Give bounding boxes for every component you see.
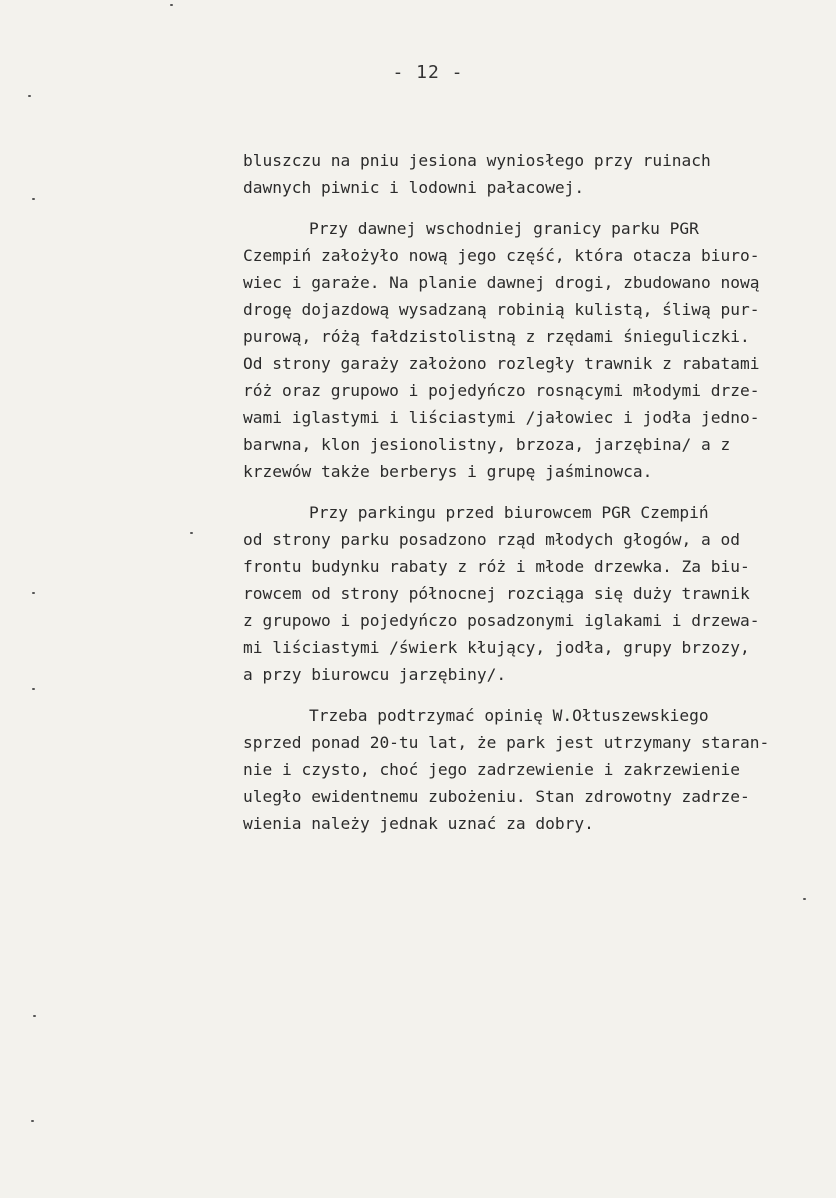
scan-speck: [190, 532, 193, 534]
text-line: uległo ewidentnemu zubożeniu. Stan zdrowotny zadrze-: [243, 787, 750, 806]
text-line: frontu budynku rabaty z róż i młode drzewka. Za biu-: [243, 557, 750, 576]
text-line: dawnych piwnic i lodowni pałacowej.: [243, 178, 585, 197]
scan-speck: [32, 198, 35, 200]
text-line: krzewów także berberys i grupę jaśminowca.: [243, 462, 653, 481]
text-line: drogę dojazdową wysadzaną robinią kulistą, śliwą pur-: [243, 300, 760, 319]
scan-speck: [28, 95, 31, 97]
text-line: róż oraz grupowo i pojedyńczo rosnącymi młodymi drze-: [243, 381, 760, 400]
text-line: rowcem od strony północnej rozciąga się duży trawnik: [243, 584, 750, 603]
paragraph: [243, 702, 823, 837]
text-line: Przy parkingu przed biurowcem PGR Czempiń: [309, 503, 709, 522]
text-line: wami iglastymi i liściastymi /jałowiec i jodła jedno-: [243, 408, 760, 427]
text-line: a przy biurowcu jarzębiny/.: [243, 665, 507, 684]
text-line: Przy dawnej wschodniej granicy parku PGR: [309, 219, 699, 238]
scan-speck: [803, 898, 806, 900]
scan-speck: [31, 1120, 34, 1122]
body-text: [243, 147, 823, 837]
text-line: wienia należy jednak uznać za dobry.: [243, 814, 594, 833]
text-line: barwna, klon jesionolistny, brzoza, jarzębina/ a z: [243, 435, 731, 454]
text-line: Trzeba podtrzymać opinię W.Ołtuszewskiego: [309, 706, 709, 725]
scan-speck: [32, 592, 35, 594]
text-line: mi liściastymi /świerk kłujący, jodła, grupy brzozy,: [243, 638, 750, 657]
paragraph: [243, 499, 823, 688]
page-number: - 12 -: [392, 62, 464, 83]
paragraph: [243, 147, 823, 201]
scan-speck: [170, 4, 173, 6]
text-line: od strony parku posadzono rząd młodych głogów, a od: [243, 530, 741, 549]
text-line: Od strony garaży założono rozległy trawnik z rabatami: [243, 354, 760, 373]
paragraph: [243, 215, 823, 485]
text-line: purową, różą fałdzistolistną z rzędami śnieguliczki.: [243, 327, 750, 346]
text-line: wiec i garaże. Na planie dawnej drogi, zbudowano nową: [243, 273, 760, 292]
text-line: nie i czysto, choć jego zadrzewienie i zakrzewienie: [243, 760, 741, 779]
scan-speck: [33, 1015, 36, 1017]
text-line: sprzed ponad 20-tu lat, że park jest utrzymany staran-: [243, 733, 770, 752]
scan-speck: [32, 688, 35, 690]
text-line: bluszczu na pniu jesiona wyniosłego przy ruinach: [243, 151, 711, 170]
text-line: Czempiń założyło nową jego część, która otacza biuro-: [243, 246, 760, 265]
text-line: z grupowo i pojedyńczo posadzonymi iglakami i drzewa-: [243, 611, 760, 630]
